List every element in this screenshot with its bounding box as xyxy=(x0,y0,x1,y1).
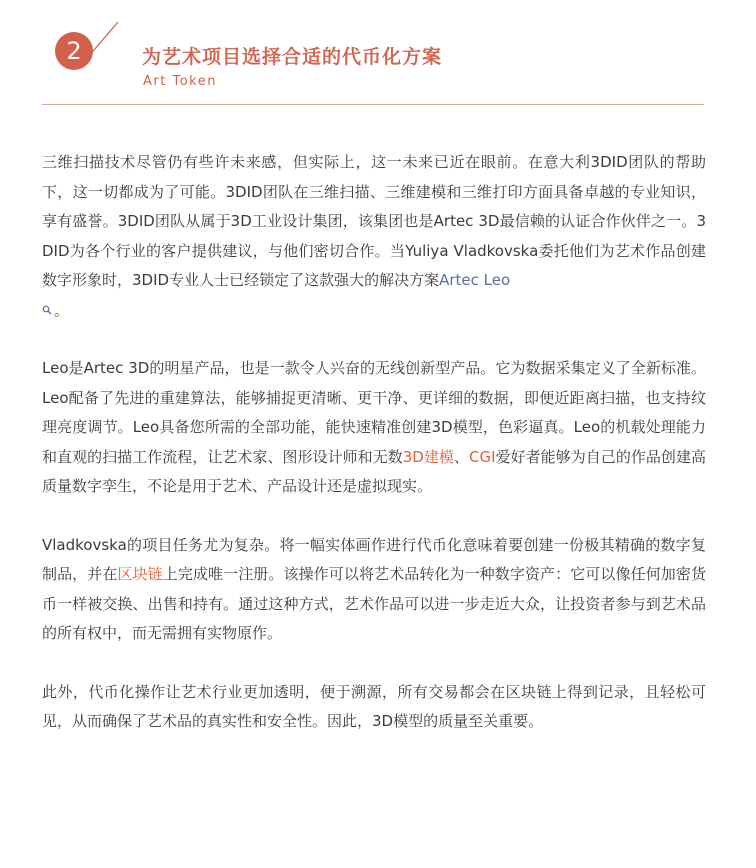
paragraph-2-separator: 、 xyxy=(453,447,470,466)
paragraph-1-end: 。 xyxy=(54,300,70,319)
paragraph-2-text: Leo是Artec 3D的明星产品，也是一款令人兴奋的无线创新型产品。它为数据采集定义了全新标准。Leo配备了先进的重建算法，能够捕捉更清晰、更干净、更详细的数据，即便近距离扫描，也支持纹理亮度调节。Leo具备您所需的全部功能，能快速精准创建3D模型，色彩逼真。Leo的机载处理能力和直观的扫描工作流程，让艺术家、图形设计师和无数 xyxy=(42,359,706,466)
paragraph-3 xyxy=(42,531,706,649)
paragraph-1 xyxy=(42,148,706,325)
search-icon[interactable] xyxy=(42,296,52,326)
paragraph-4-text: 此外，代币化操作让艺术行业更加透明，便于溯源，所有交易都会在区块链上得到记录，且轻松可见，从而确保了艺术品的真实性和安全性。因此，3D模型的质量至关重要。 xyxy=(42,682,706,731)
artec-leo-link[interactable]: Artec Leo xyxy=(439,271,511,289)
section-title: 为艺术项目选择合适的代币化方案 xyxy=(142,46,443,68)
paragraph-2-text-after: 爱好者能够为自己的作品创建高质量数字孪生，不论是用于艺术、产品设计还是虚拟现实。 xyxy=(42,447,706,496)
paragraph-3-text-before: Vladkovska的项目任务尤为复杂。将一幅实体画作进行代币化意味着要创建一份极其精确的数字复制品，并在 xyxy=(42,535,706,584)
paragraph-2 xyxy=(42,354,706,502)
blockchain-link[interactable]: 区块链 xyxy=(117,565,163,584)
diagonal-slash-decoration xyxy=(78,18,122,68)
article-body xyxy=(42,148,706,766)
paragraph-1-text: 三维扫描技术尽管仍有些许未来感，但实际上，这一未来已近在眼前。在意大利3DID团队的帮助下，这一切都成为了可能。3DID团队在三维扫描、三维建模和三维打印方面具备卓越的专业知识，享有盛誉。3DID团队从属于3D工业设计集团，该集团也是Artec 3D最信赖的认证合作伙伴之一。3DID为各个行业的客户提供建议，与他们密切合作。当Yuliya Vladkovska委托他们为艺术作品创建数字形象时，3DID专业人士已经锁定了这款强大的解决方案 xyxy=(42,153,706,289)
paragraph-3-text-after: 上完成唯一注册。该操作可以将艺术品转化为一种数字资产：它可以像任何加密货币一样被交换、出售和持有。通过这种方式，艺术作品可以进一步走近大众，让投资者参与到艺术品的所有权中，而无需拥有实物原作。 xyxy=(42,565,706,643)
header-divider xyxy=(42,104,704,105)
section-header xyxy=(0,0,756,110)
section-subtitle: Art Token xyxy=(143,74,217,89)
paragraph-4 xyxy=(42,678,706,737)
3d-modeling-link[interactable]: 3D建模 xyxy=(402,447,454,466)
cgi-link[interactable]: CGI xyxy=(469,447,496,466)
section-number-badge: 2 xyxy=(55,32,93,70)
